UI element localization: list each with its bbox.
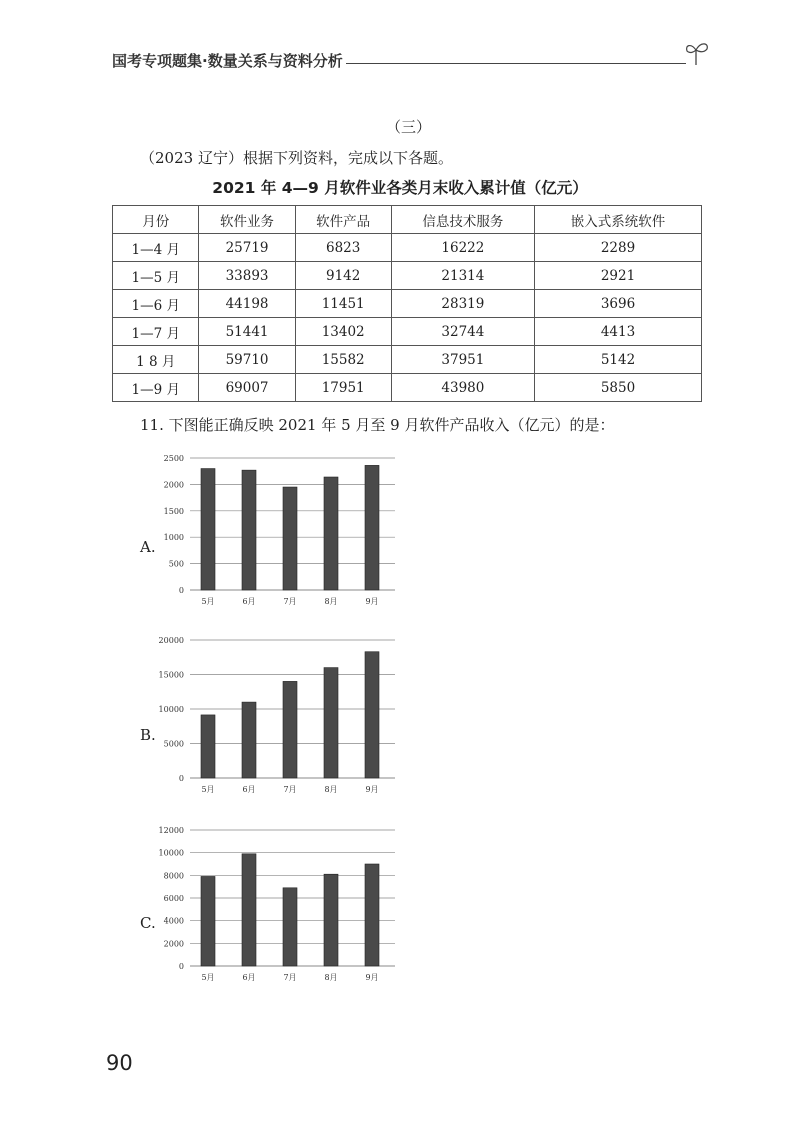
table-cell: 1 8 月 [113,346,199,374]
bar [324,477,338,590]
option-c-chart [150,820,400,992]
x-tick-label: 9月 [365,597,379,606]
y-tick-label: 12000 [158,826,184,835]
section-label: （三） [386,118,432,136]
table-row [113,318,702,346]
table-cell: 21314 [391,262,534,290]
option-a-label[interactable]: A. [140,538,156,556]
header-cell: 信息技术服务 [391,206,534,234]
bar [365,864,379,966]
bar [283,681,297,778]
table-cell: 17951 [295,374,391,402]
y-tick-label: 500 [168,559,184,569]
x-tick-label: 7月 [283,785,297,794]
table-row [113,290,702,318]
y-tick-label: 15000 [158,670,184,680]
table-row [113,374,702,402]
table-cell: 9142 [295,262,391,290]
y-tick-label: 1500 [163,506,184,516]
revenue-table [112,205,702,402]
option-b-label[interactable]: B. [140,726,156,744]
y-tick-label: 2000 [163,480,184,490]
header-cell: 嵌入式系统软件 [535,206,702,234]
x-tick-label: 6月 [242,597,256,606]
table-cell: 59710 [199,346,295,374]
section-intro: （2023 辽宁）根据下列资料，完成以下各题。 [140,149,453,167]
bar [201,469,215,590]
table-cell: 1—6 月 [113,290,199,318]
table-cell: 3696 [535,290,702,318]
y-tick-label: 0 [178,586,184,595]
table-cell: 4413 [535,318,702,346]
y-tick-label: 4000 [163,916,184,926]
bar [365,652,379,778]
bar [324,668,338,778]
table-cell: 5142 [535,346,702,374]
x-tick-label: 8月 [324,973,338,982]
y-tick-label: 10000 [158,848,184,858]
table-cell: 1—4 月 [113,234,199,262]
table-cell: 28319 [391,290,534,318]
option-a-chart [150,448,400,616]
bar [242,854,256,966]
table-cell: 11451 [295,290,391,318]
table-cell: 37951 [391,346,534,374]
x-tick-label: 5月 [201,785,215,794]
table-header-row [113,206,702,234]
option-b-chart [150,630,400,802]
bar [283,888,297,966]
table-cell: 69007 [199,374,295,402]
table-cell: 25719 [199,234,295,262]
y-tick-label: 20000 [158,636,184,645]
table-cell: 13402 [295,318,391,346]
x-tick-label: 5月 [201,973,215,982]
y-tick-label: 2500 [163,454,184,463]
header-rule [346,63,686,64]
y-tick-label: 0 [178,962,184,971]
x-tick-label: 6月 [242,973,256,982]
table-cell: 15582 [295,346,391,374]
bar [324,874,338,966]
y-tick-label: 6000 [163,894,184,903]
table-cell: 6823 [295,234,391,262]
page-number: 90 [106,1051,133,1075]
table-cell: 32744 [391,318,534,346]
x-tick-label: 7月 [283,973,297,982]
bar [283,487,297,590]
table-row [113,234,702,262]
table-cell: 51441 [199,318,295,346]
table-cell: 43980 [391,374,534,402]
y-tick-label: 8000 [163,871,184,881]
bar [365,465,379,590]
running-header: 国考专项题集·数量关系与资料分析 [112,52,343,70]
y-tick-label: 1000 [163,533,184,543]
table-row [113,262,702,290]
question-11: 11. 下图能正确反映 2021 年 5 月至 9 月软件产品收入（亿元）的是： [140,416,615,434]
bar [242,702,256,778]
x-tick-label: 9月 [365,973,379,982]
table-cell: 44198 [199,290,295,318]
table-row [113,346,702,374]
table-cell: 5850 [535,374,702,402]
y-tick-label: 0 [178,774,184,783]
table-cell: 1—9 月 [113,374,199,402]
y-tick-label: 5000 [163,739,184,749]
sprout-icon [683,37,713,69]
table-title: 2021 年 4—9 月软件业各类月末收入累计值（亿元） [212,179,588,197]
bar [242,470,256,590]
x-tick-label: 8月 [324,597,338,606]
y-tick-label: 10000 [158,705,184,714]
table-cell: 1—5 月 [113,262,199,290]
table-cell: 33893 [199,262,295,290]
header-cell: 月份 [113,206,199,234]
x-tick-label: 9月 [365,785,379,794]
x-tick-label: 5月 [201,597,215,606]
x-tick-label: 7月 [283,597,297,606]
table-cell: 16222 [391,234,534,262]
x-tick-label: 8月 [324,785,338,794]
x-tick-label: 6月 [242,785,256,794]
table-cell: 2921 [535,262,702,290]
bar [201,876,215,966]
table-cell: 1—7 月 [113,318,199,346]
table-cell: 2289 [535,234,702,262]
header-cell: 软件业务 [199,206,295,234]
option-c-label[interactable]: C. [140,914,156,932]
header-cell: 软件产品 [295,206,391,234]
bar [201,715,215,778]
y-tick-label: 2000 [163,939,184,949]
